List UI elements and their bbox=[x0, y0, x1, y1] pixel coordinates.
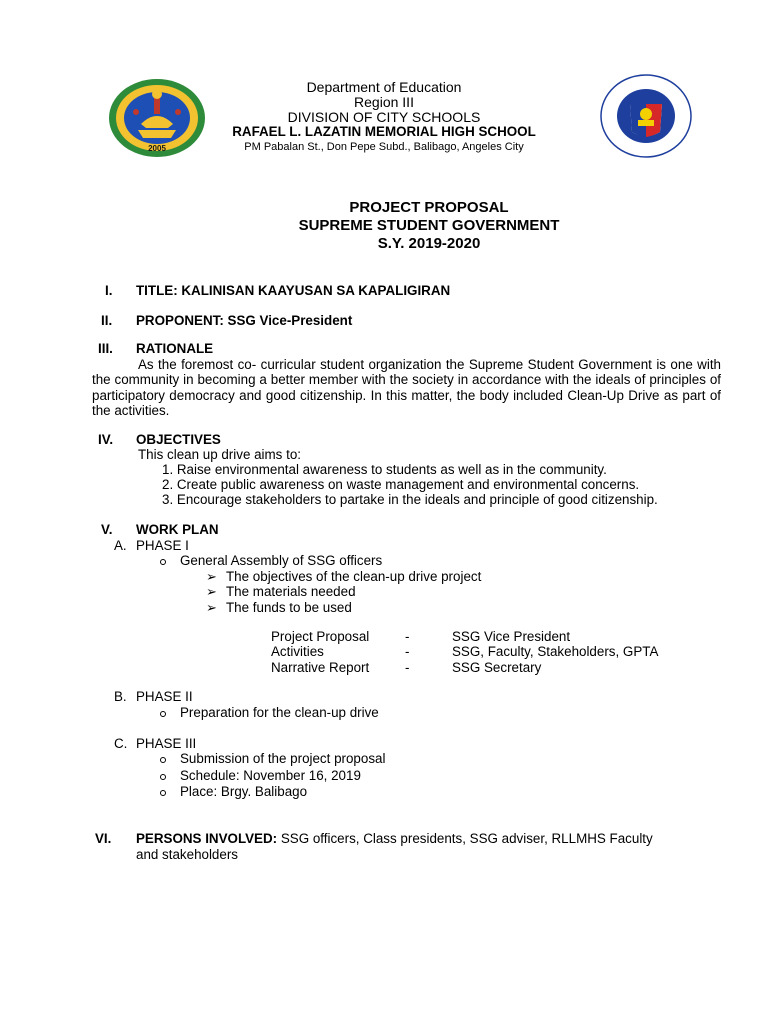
task-cell: Project Proposal bbox=[271, 629, 370, 644]
arrow-bullet-icon: ➢ bbox=[206, 600, 217, 615]
assignee-cell: SSG Vice President bbox=[452, 629, 571, 644]
dash-cell: - bbox=[405, 660, 410, 675]
section-3-heading: RATIONALE bbox=[136, 341, 214, 356]
phase-1-label: PHASE I bbox=[136, 538, 189, 553]
arrow-bullet-icon: ➢ bbox=[206, 569, 217, 584]
dash-cell: - bbox=[405, 644, 410, 659]
section-2-proponent: PROPONENT: SSG Vice-President bbox=[136, 313, 353, 328]
task-cell: Activities bbox=[271, 644, 324, 659]
circle-bullet-icon bbox=[160, 774, 166, 780]
circle-bullet-icon bbox=[160, 757, 166, 763]
rationale-text: As the foremost co- curricular student organization the Supreme Student Government is one with the community in becoming a better member with the society in accordance with the ideals of principles of participatory democracy and good citizenship. In this matter, the body included Clean-Up Drive as part of the activities. bbox=[92, 357, 721, 418]
phase-2-item: Preparation for the clean-up drive bbox=[180, 705, 379, 720]
title-project-proposal: PROJECT PROPOSAL bbox=[349, 199, 509, 216]
header-address: PM Pabalan St., Don Pepe Subd., Balibago, Angeles City bbox=[244, 141, 524, 153]
section-2-number: II. bbox=[101, 313, 113, 328]
phase-2-label: PHASE II bbox=[136, 689, 193, 704]
rationale-paragraph bbox=[92, 357, 721, 418]
seal-year: 2005 bbox=[148, 144, 166, 153]
title-ssg: SUPREME STUDENT GOVERNMENT bbox=[298, 217, 560, 234]
arrow-bullet-icon: ➢ bbox=[206, 584, 217, 599]
header-school-name: RAFAEL L. LAZATIN MEMORIAL HIGH SCHOOL bbox=[232, 124, 536, 139]
circle-bullet-icon bbox=[160, 711, 166, 717]
title-school-year: S.Y. 2019-2020 bbox=[377, 235, 481, 252]
header-division: DIVISION OF CITY SCHOOLS bbox=[287, 109, 481, 125]
phase-3-item: Place: Brgy. Balibago bbox=[180, 784, 308, 799]
objectives-intro: This clean up drive aims to: bbox=[138, 447, 301, 462]
assignee-cell: SSG, Faculty, Stakeholders, GPTA bbox=[452, 644, 659, 659]
objective-item: 3. Encourage stakeholders to partake in the ideals and principle of good citizenship. bbox=[162, 492, 658, 507]
phase-2-letter: B. bbox=[114, 689, 127, 704]
section-5-number: V. bbox=[101, 522, 113, 537]
phase-3-letter: C. bbox=[114, 736, 128, 751]
section-4-number: IV. bbox=[98, 432, 114, 447]
section-3-number: III. bbox=[98, 341, 113, 356]
circle-bullet-icon bbox=[160, 559, 166, 565]
section-4-heading: OBJECTIVES bbox=[136, 432, 221, 447]
phase-1-letter: A. bbox=[114, 538, 127, 553]
persons-involved-text-cont: and stakeholders bbox=[136, 847, 238, 862]
objective-item: 1. Raise environmental awareness to students as well as in the community. bbox=[162, 462, 607, 477]
dash-cell: - bbox=[405, 629, 410, 644]
header-region: Region III bbox=[354, 94, 414, 110]
objective-item: 2. Create public awareness on waste management and environmental concerns. bbox=[162, 477, 640, 492]
phase-3-label: PHASE III bbox=[136, 736, 197, 751]
circle-bullet-icon bbox=[160, 790, 166, 796]
phase-3-item: Submission of the project proposal bbox=[180, 751, 386, 766]
section-6-number: VI. bbox=[95, 831, 112, 846]
section-5-heading: WORK PLAN bbox=[136, 522, 219, 537]
phase-1-subitem: The objectives of the clean-up drive project bbox=[226, 569, 482, 584]
phase-1-subitem: The materials needed bbox=[226, 584, 356, 599]
section-1-number: I. bbox=[105, 283, 113, 298]
task-cell: Narrative Report bbox=[271, 660, 370, 675]
header-department: Department of Education bbox=[306, 79, 462, 95]
phase-1-subitem: The funds to be used bbox=[226, 600, 352, 615]
assignee-cell: SSG Secretary bbox=[452, 660, 542, 675]
phase-3-item: Schedule: November 16, 2019 bbox=[180, 768, 361, 783]
section-1-title: TITLE: KALINISAN KAAYUSAN SA KAPALIGIRAN bbox=[136, 283, 451, 298]
section-6-heading: PERSONS INVOLVED: bbox=[136, 831, 278, 846]
persons-involved-line bbox=[136, 831, 653, 847]
phase-1-item: General Assembly of SSG officers bbox=[180, 553, 383, 568]
persons-involved-text: SSG officers, Class presidents, SSG adviser, RLLMHS Faculty bbox=[280, 831, 653, 846]
